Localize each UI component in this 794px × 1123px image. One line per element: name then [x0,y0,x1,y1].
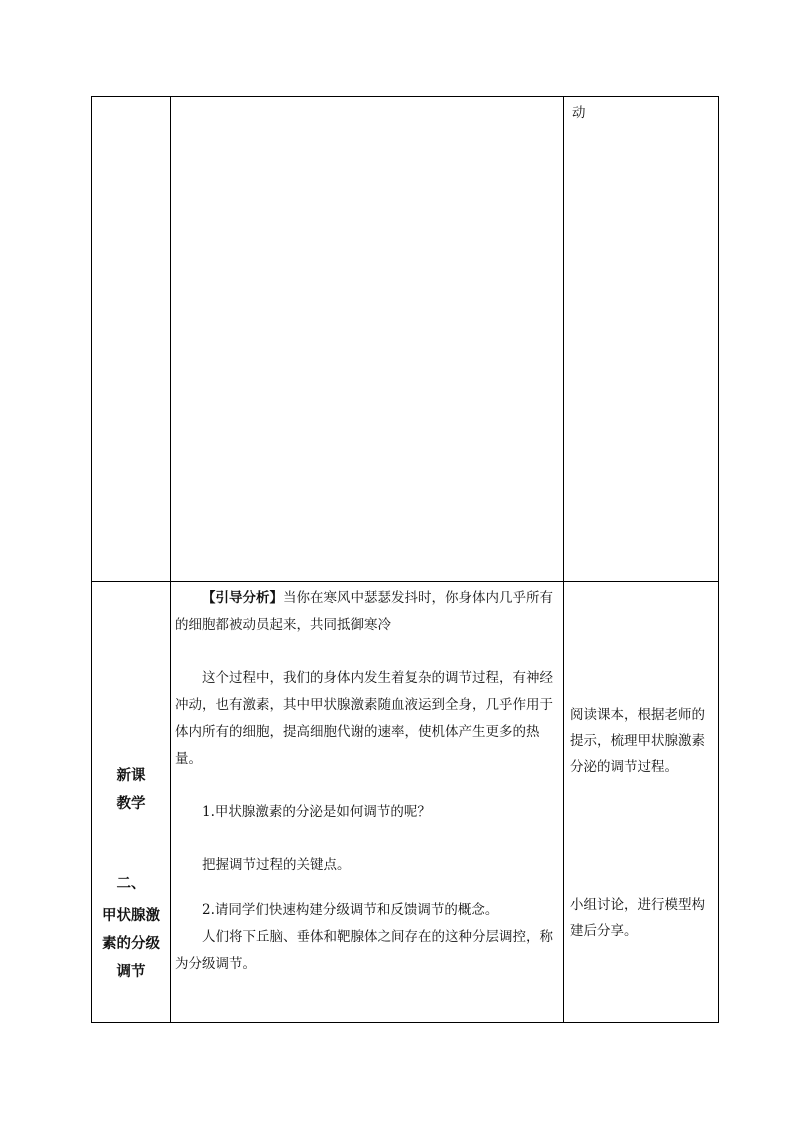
student-activity-1: 阅读课本，根据老师的提示，梳理甲状腺激素分泌的调节过程。 [570,707,705,775]
table-row [92,97,719,582]
student-activity-cell [564,582,719,1023]
student-activity-cell [564,97,719,582]
lesson-plan-table [91,96,719,1023]
stage-label-section: 二、 甲状腺激 素的分级 调节 [102,875,160,980]
lead-paragraph [175,585,557,639]
explanation-paragraph: 这个过程中，我们的身体内发生着复杂的调节过程，有神经冲动，也有激素，其中甲状腺激素随血液运到全身，几乎作用于体内所有的细胞，提高细胞代谢的速率，使机体产生更多的热量。 [175,670,553,767]
student-activity-2: 小组讨论，进行模型构建后分享。 [570,897,705,939]
definition-paragraph: 人们将下丘脑、垂体和靶腺体之间存在的这种分层调控，称为分级调节。 [175,929,553,972]
lead-text: 当你在寒风中瑟瑟发抖时，你身体内几乎所有的细胞都被动员起来，共同抵御寒冷 [175,590,553,633]
student-activity-text: 动 [572,105,586,121]
teacher-activity-cell [171,97,564,582]
table-row [92,582,719,1023]
hint-text: 把握调节过程的关键点。 [202,857,351,873]
teacher-activity-cell [171,582,564,1023]
lead-tag: 【引导分析】 [202,590,283,606]
stage-cell [92,97,171,582]
question-2: 2.请同学们快速构建分级调节和反馈调节的概念。 [202,902,499,918]
question-1: 1.甲状腺激素的分泌是如何调节的呢？ [202,804,431,820]
stage-cell [92,582,171,1023]
stage-label-new-lesson: 新课 教学 [116,767,146,812]
